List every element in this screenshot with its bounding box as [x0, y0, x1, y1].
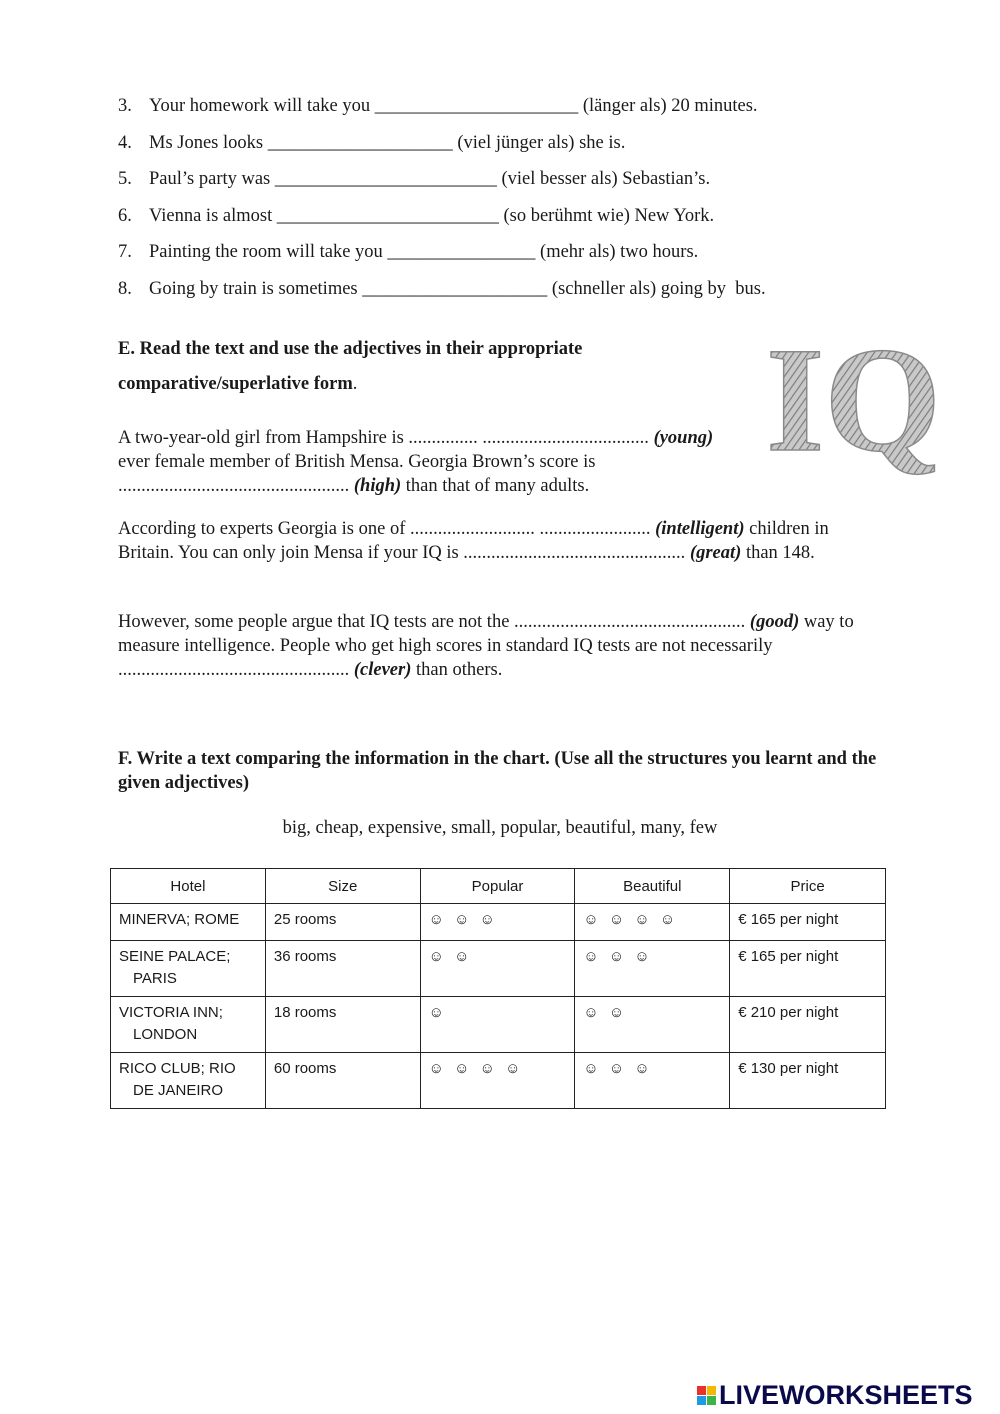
popular-cell: ☺ — [420, 997, 575, 1053]
liveworksheets-logo[interactable] — [697, 1378, 973, 1412]
heading-period: . — [352, 374, 358, 394]
hotel-cell — [111, 904, 266, 941]
hotel-city-text: LONDON — [133, 1026, 198, 1043]
adjective-hint: (young) — [653, 428, 714, 448]
beautiful-cell: ☺ ☺ ☺ — [575, 1053, 730, 1109]
exercise-item — [118, 165, 878, 202]
beautiful-cell: ☺ ☺ ☺ — [575, 941, 730, 997]
adjective-hint: (good) — [749, 612, 800, 632]
text-paragraph-1 — [118, 426, 718, 498]
size-cell: 25 rooms — [265, 904, 420, 941]
hotel-name-text: MINERVA; ROME — [119, 911, 240, 928]
item-number: 7. — [118, 242, 132, 262]
column-header-popular: Popular — [420, 869, 575, 904]
column-header-hotel: Hotel — [111, 869, 266, 904]
item-number: 3. — [118, 96, 132, 116]
price-cell: € 130 per night — [730, 1053, 886, 1109]
item-text: Paul’s party was ________________________ (viel besser als) Sebastian’s. — [149, 169, 711, 189]
adjective-hint: (great) — [689, 543, 742, 563]
paragraph-text: According to experts Georgia is one of ........................... ........................ — [118, 519, 651, 539]
table-header-row — [111, 869, 886, 904]
section-e-heading — [118, 332, 738, 402]
price-cell: € 165 per night — [730, 904, 886, 941]
item-text: Going by train is sometimes ____________________ (schneller als) going by bus. — [149, 278, 766, 299]
iq-logo-icon — [766, 317, 942, 483]
section-e-heading-line2 — [118, 367, 738, 402]
item-number: 5. — [118, 169, 132, 189]
iq-logo-text: IQ — [766, 317, 942, 483]
text-paragraph-2 — [118, 517, 878, 565]
hotel-cell — [111, 997, 266, 1053]
hotel-cell — [111, 1053, 266, 1109]
paragraph-text: However, some people argue that IQ tests are not the .................................................. — [118, 612, 746, 632]
paragraph-text: than 148. — [741, 543, 815, 563]
item-text: Vienna is almost ________________________ (so berühmt wie) New York. — [149, 205, 715, 226]
adjective-hint: (intelligent) — [655, 519, 745, 539]
table-row — [111, 904, 886, 941]
exercise-item — [118, 202, 878, 239]
section-e-heading-line1: E. Read the text and use the adjectives in their appropriate — [118, 339, 583, 359]
hotel-name-text: SEINE PALACE; — [119, 948, 231, 965]
logo-block — [707, 1386, 716, 1395]
hotel-city-text: PARIS — [133, 970, 177, 987]
popular-cell: ☺ ☺ ☺ ☺ — [420, 1053, 575, 1109]
size-cell: 18 rooms — [265, 997, 420, 1053]
exercise-item — [118, 275, 878, 312]
text-paragraph-3 — [118, 610, 878, 682]
item-number: 6. — [118, 205, 132, 226]
logo-blocks-icon — [697, 1386, 716, 1405]
hotel-cell — [111, 941, 266, 997]
item-text: Painting the room will take you ________________ (mehr als) two hours. — [149, 242, 699, 262]
beautiful-cell: ☺ ☺ — [575, 997, 730, 1053]
exercise-item — [118, 129, 878, 166]
heading-bold-part: comparative/superlative form — [118, 374, 353, 394]
logo-block — [697, 1386, 706, 1395]
brand-wordmark: LIVEWORKSHEETS — [719, 1379, 973, 1410]
exercise-d-list — [118, 92, 878, 311]
table-row — [111, 997, 886, 1053]
price-cell: € 210 per night — [730, 997, 886, 1053]
hotel-name-text: RICO CLUB; RIO — [119, 1060, 236, 1077]
beautiful-cell: ☺ ☺ ☺ ☺ — [575, 904, 730, 941]
adjective-list: big, cheap, expensive, small, popular, beautiful, many, few — [282, 818, 718, 838]
item-text: Your homework will take you ______________________ (länger als) 20 minutes. — [149, 96, 758, 116]
hotel-city-text: DE JANEIRO — [133, 1082, 224, 1099]
exercise-item — [118, 92, 878, 129]
adjective-hint: (clever) — [353, 660, 412, 680]
table-row — [111, 941, 886, 997]
price-cell: € 165 per night — [730, 941, 886, 997]
column-header-size: Size — [265, 869, 420, 904]
item-number: 8. — [118, 278, 132, 299]
column-header-price: Price — [730, 869, 886, 904]
hotel-name-text: VICTORIA INN; — [119, 1004, 223, 1021]
item-number: 4. — [118, 132, 132, 153]
paragraph-text: way to measure intelligence. People who get high scores in standard IQ tests are not necessarily .................................................. — [118, 612, 854, 680]
paragraph-text: than others. — [411, 660, 503, 680]
popular-cell: ☺ ☺ ☺ — [420, 904, 575, 941]
paragraph-text: ever female member of British Mensa. Georgia Brown’s score is .................................................. — [118, 452, 596, 496]
item-text: Ms Jones looks ____________________ (viel jünger als) she is. — [149, 132, 626, 153]
logo-block — [697, 1396, 706, 1405]
paragraph-text: children in Britain. You can only join Mensa if your IQ is ................................................ — [118, 519, 829, 563]
logo-block — [707, 1396, 716, 1405]
exercise-item — [118, 238, 878, 275]
hotel-comparison-table — [110, 868, 886, 1109]
table-row — [111, 1053, 886, 1109]
adjective-hint: (high) — [353, 476, 402, 496]
size-cell: 60 rooms — [265, 1053, 420, 1109]
column-header-beautiful: Beautiful — [575, 869, 730, 904]
section-f-heading: F. Write a text comparing the information in the chart. (Use all the structures you learnt and the given adjectives) — [118, 749, 877, 793]
paragraph-text: A two-year-old girl from Hampshire is ............... .................................... — [118, 428, 649, 448]
size-cell: 36 rooms — [265, 941, 420, 997]
popular-cell: ☺ ☺ — [420, 941, 575, 997]
paragraph-text: than that of many adults. — [401, 476, 590, 496]
